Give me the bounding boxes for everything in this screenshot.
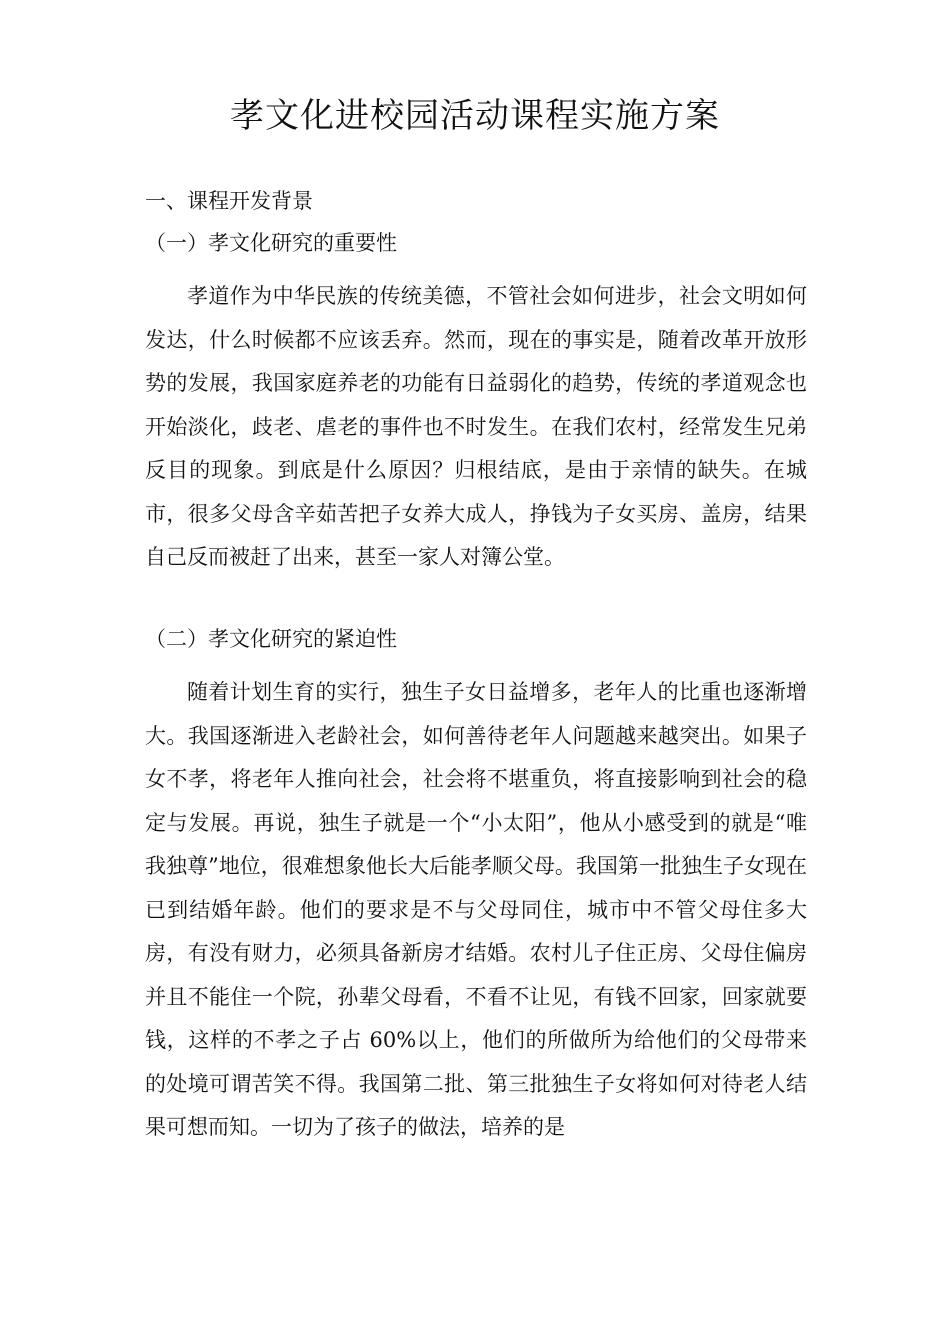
paragraph-importance: 孝道作为中华民族的传统美德，不管社会如何进步，社会文明如何发达，什么时候都不应该丢弃。然而，现在的事实是，随着改革开放形势的发展，我国家庭养老的功能有日益弱化的趋势，传统的孝道观念也开始淡化，歧老、虐老的事件也不时发生。在我们农村，经常发生兄弟反目的现象。到底是什么原因？归根结底，是由于亲情的缺失。在城市，很多父母含辛茹苦把子女养大成人，挣钱为子女买房、盖房，结果自己反而被赶了出来，甚至一家人对簿公堂。: [145, 284, 807, 569]
subsection-heading-importance: （一）孝文化研究的重要性: [145, 231, 397, 255]
section-heading-background: 一、课程开发背景: [145, 189, 313, 213]
paragraph-urgency: 随着计划生育的实行，独生子女日益增多，老年人的比重也逐渐增大。我国逐渐进入老龄社会，如何善待老年人问题越来越突出。如果子女不孝，将老年人推向社会，社会将不堪重负，将直接影响到社会的稳定与发展。再说，独生子就是一个“小太阳”，他从小感受到的就是“唯我独尊”地位，很难想象他长大后能孝顺父母。我国第一批独生子女现在已到结婚年龄。他们的要求是不与父母同住，城市中不管父母住多大房，有没有财力，必须具备新房才结婚。农村儿子住正房、父母住偏房并且不能住一个院，孙辈父母看，不看不让见，有钱不回家，回家就要钱，这样的不孝之子占 60%以上，他们的所做所为给他们的父母带来的处境可谓苦笑不得。我国第二批、第三批独生子女将如何对待老人结果可想而知。一切为了孩子的做法，培养的是: [145, 680, 807, 1139]
subsection-heading-urgency: （二）孝文化研究的紧迫性: [145, 627, 397, 651]
document-title: 孝文化进校园活动课程实施方案: [230, 96, 720, 136]
